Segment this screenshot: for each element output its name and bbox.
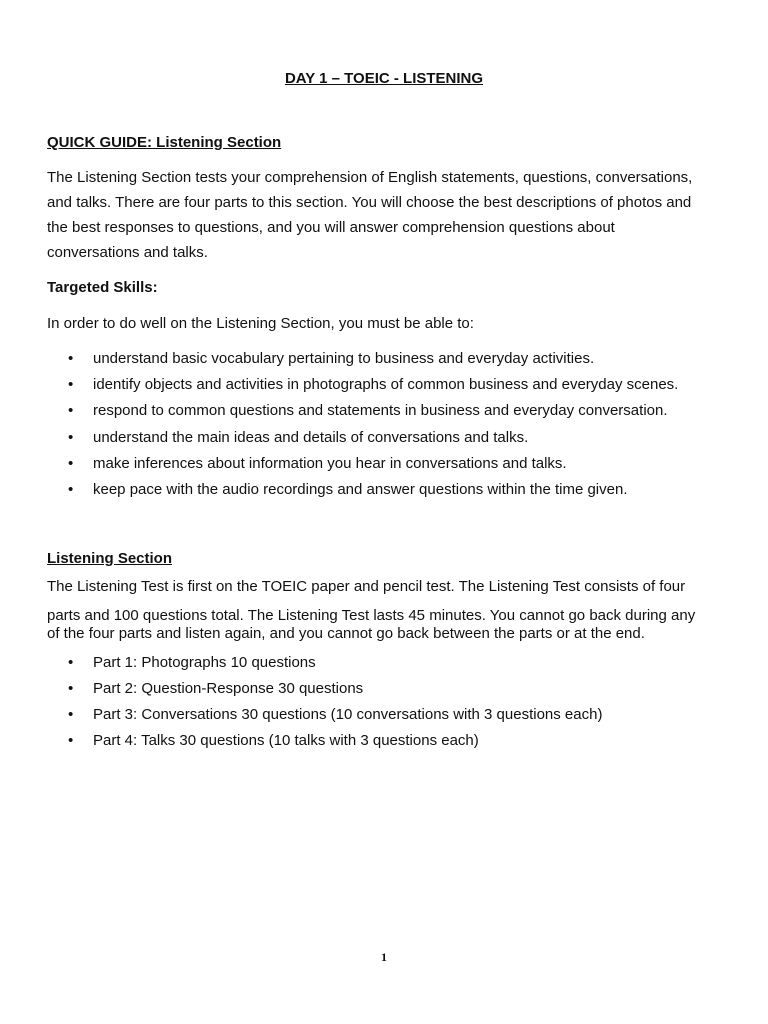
bullet-icon: • <box>68 429 74 446</box>
quick-guide-line-2: and talks. There are four parts to this section. You will choose the best descriptions of photos and <box>47 194 692 211</box>
skill-item: respond to common questions and statements in business and everyday conversation. <box>93 402 668 419</box>
part-item: Part 4: Talks 30 questions (10 talks with 3 questions each) <box>93 732 479 749</box>
quick-guide-heading: QUICK GUIDE: Listening Section <box>47 134 282 151</box>
listening-section-heading: Listening Section <box>47 550 173 567</box>
bullet-icon: • <box>68 350 74 367</box>
listening-section-line-3: of the four parts and listen again, and you cannot go back between the parts or at the end. <box>47 625 645 642</box>
bullet-icon: • <box>68 481 74 498</box>
bullet-icon: • <box>68 402 74 419</box>
targeted-skills-lead: In order to do well on the Listening Section, you must be able to: <box>47 315 474 332</box>
quick-guide-line-1: The Listening Section tests your comprehension of English statements, questions, conversations, <box>47 169 693 186</box>
part-item: Part 3: Conversations 30 questions (10 conversations with 3 questions each) <box>93 706 603 723</box>
bullet-icon: • <box>68 455 74 472</box>
page-number: 1 <box>381 950 387 964</box>
listening-section-line-1: The Listening Test is first on the TOEIC paper and pencil test. The Listening Test consists of four <box>47 578 686 595</box>
bullet-icon: • <box>68 376 74 393</box>
bullet-icon: • <box>68 680 74 697</box>
quick-guide-line-3: the best responses to questions, and you will answer comprehension questions about <box>47 219 615 236</box>
bullet-icon: • <box>68 706 74 723</box>
skill-item: keep pace with the audio recordings and answer questions within the time given. <box>93 481 628 498</box>
document-title: DAY 1 – TOEIC - LISTENING <box>284 70 484 87</box>
bullet-icon: • <box>68 732 74 749</box>
skill-item: identify objects and activities in photographs of common business and everyday scenes. <box>93 376 679 393</box>
skill-item: understand the main ideas and details of conversations and talks. <box>93 429 529 446</box>
quick-guide-line-4: conversations and talks. <box>47 244 208 261</box>
targeted-skills-heading: Targeted Skills: <box>47 279 158 296</box>
skill-item: make inferences about information you hear in conversations and talks. <box>93 455 567 472</box>
skill-item: understand basic vocabulary pertaining to business and everyday activities. <box>93 350 595 367</box>
part-item: Part 2: Question-Response 30 questions <box>93 680 364 697</box>
listening-section-line-2: parts and 100 questions total. The Listening Test lasts 45 minutes. You cannot go back during any <box>47 607 696 624</box>
part-item: Part 1: Photographs 10 questions <box>93 654 316 671</box>
bullet-icon: • <box>68 654 74 671</box>
